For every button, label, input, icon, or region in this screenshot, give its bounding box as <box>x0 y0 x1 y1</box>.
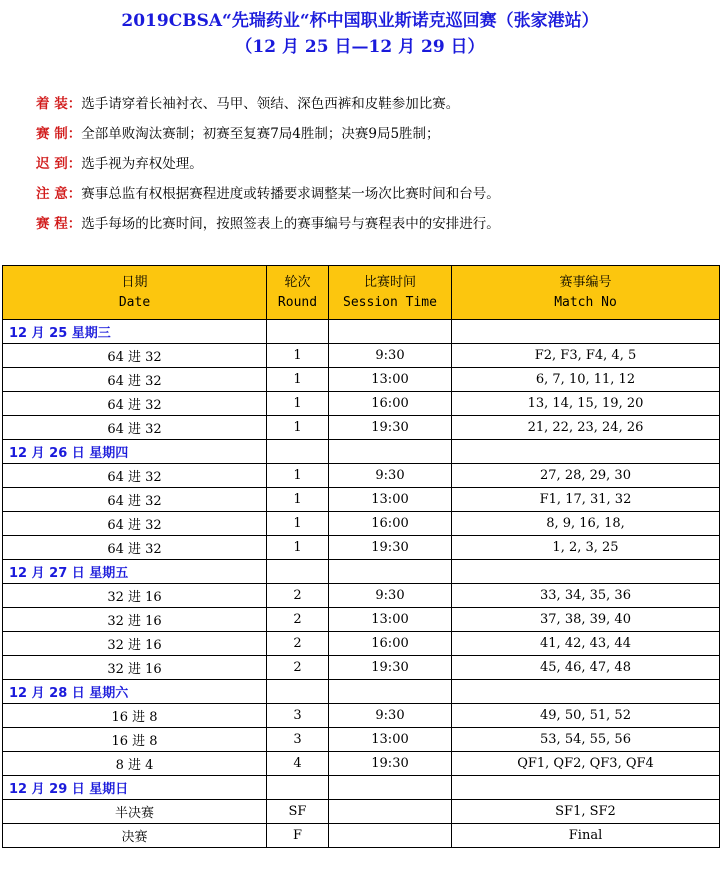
stage-cell: 64 进 32 <box>3 512 267 536</box>
matches-cell: 21, 22, 23, 24, 26 <box>452 416 720 440</box>
round-cell: 2 <box>267 656 329 680</box>
round-cell: 4 <box>267 752 329 776</box>
round-cell: 2 <box>267 584 329 608</box>
matches-cell: 49, 50, 51, 52 <box>452 704 720 728</box>
matches-cell: 53, 54, 55, 56 <box>452 728 720 752</box>
table-row <box>3 584 720 608</box>
empty-cell <box>452 776 720 800</box>
empty-cell <box>452 320 720 344</box>
time-cell: 16:00 <box>329 512 452 536</box>
matches-cell: F1, 17, 31, 32 <box>452 488 720 512</box>
rule-text: 全部单败淘汰赛制；初赛至复赛7局4胜制；决赛9局5胜制； <box>81 126 440 142</box>
empty-cell <box>452 440 720 464</box>
round-cell: 2 <box>267 608 329 632</box>
date-cell: 12 月 27 日 星期五 <box>3 560 267 584</box>
rule-item <box>36 124 706 154</box>
round-cell: 3 <box>267 728 329 752</box>
stage-cell: 半决赛 <box>3 800 267 824</box>
rule-label: 赛 制： <box>36 126 82 142</box>
empty-cell <box>329 560 452 584</box>
round-cell: 1 <box>267 344 329 368</box>
table-row <box>3 512 720 536</box>
stage-cell: 32 进 16 <box>3 632 267 656</box>
stage-cell: 64 进 32 <box>3 464 267 488</box>
empty-cell <box>329 440 452 464</box>
stage-cell: 64 进 32 <box>3 368 267 392</box>
matches-cell: QF1, QF2, QF3, QF4 <box>452 752 720 776</box>
date-row <box>3 320 720 344</box>
round-cell: 1 <box>267 368 329 392</box>
rules-section <box>36 94 706 244</box>
table-row <box>3 704 720 728</box>
date-cell: 12 月 28 日 星期六 <box>3 680 267 704</box>
time-cell: 16:00 <box>329 632 452 656</box>
time-cell: 19:30 <box>329 752 452 776</box>
table-row <box>3 464 720 488</box>
rule-label: 赛 程： <box>36 216 82 232</box>
date-cell: 12 月 26 日 星期四 <box>3 440 267 464</box>
matches-cell: 37, 38, 39, 40 <box>452 608 720 632</box>
rule-label: 着 装： <box>36 96 82 112</box>
empty-cell <box>452 560 720 584</box>
stage-cell: 16 进 8 <box>3 704 267 728</box>
stage-cell: 64 进 32 <box>3 392 267 416</box>
time-cell: 9:30 <box>329 464 452 488</box>
time-cell: 9:30 <box>329 344 452 368</box>
rule-text: 赛事总监有权根据赛程进度或转播要求调整某一场次比赛时间和台号。 <box>81 186 500 202</box>
rule-item <box>36 94 706 124</box>
round-cell: 1 <box>267 512 329 536</box>
time-cell: 13:00 <box>329 608 452 632</box>
table-row <box>3 824 720 848</box>
matches-cell: 13, 14, 15, 19, 20 <box>452 392 720 416</box>
time-cell: 13:00 <box>329 728 452 752</box>
date-row <box>3 560 720 584</box>
empty-cell <box>267 320 329 344</box>
header-session-time: 比赛时间 Session Time <box>329 266 452 320</box>
rule-text: 选手视为弃权处理。 <box>81 156 203 172</box>
rule-text: 选手每场的比赛时间，按照签表上的赛事编号与赛程表中的安排进行。 <box>81 216 500 232</box>
schedule-body <box>3 320 720 848</box>
stage-cell: 64 进 32 <box>3 536 267 560</box>
page-subtitle-dates: （12 月 25 日—12 月 29 日） <box>235 37 485 57</box>
matches-cell: 45, 46, 47, 48 <box>452 656 720 680</box>
date-row <box>3 680 720 704</box>
table-row <box>3 656 720 680</box>
time-cell: 13:00 <box>329 368 452 392</box>
header-date: 日期 Date <box>3 266 267 320</box>
table-row <box>3 488 720 512</box>
stage-cell: 64 进 32 <box>3 488 267 512</box>
rule-label: 注 意： <box>36 186 82 202</box>
matches-cell: 8, 9, 16, 18, <box>452 512 720 536</box>
stage-cell: 64 进 32 <box>3 344 267 368</box>
table-row <box>3 536 720 560</box>
stage-cell: 32 进 16 <box>3 656 267 680</box>
page-title: 2019CBSA“先瑞药业“杯中国职业斯诺克巡回赛（张家港站） <box>121 11 599 31</box>
date-cell: 12 月 25 星期三 <box>3 320 267 344</box>
matches-cell: 33, 34, 35, 36 <box>452 584 720 608</box>
table-row <box>3 728 720 752</box>
date-cell: 12 月 29 日 星期日 <box>3 776 267 800</box>
table-row <box>3 344 720 368</box>
rule-label: 迟 到： <box>36 156 82 172</box>
empty-cell <box>329 320 452 344</box>
time-cell: 16:00 <box>329 392 452 416</box>
date-row <box>3 440 720 464</box>
table-row <box>3 416 720 440</box>
round-cell: 1 <box>267 392 329 416</box>
stage-cell: 32 进 16 <box>3 608 267 632</box>
time-cell <box>329 824 452 848</box>
round-cell: 1 <box>267 488 329 512</box>
header-match-no: 赛事编号 Match No <box>452 266 720 320</box>
empty-cell <box>329 680 452 704</box>
empty-cell <box>267 440 329 464</box>
round-cell: 1 <box>267 464 329 488</box>
time-cell: 19:30 <box>329 656 452 680</box>
stage-cell: 64 进 32 <box>3 416 267 440</box>
round-cell: 1 <box>267 536 329 560</box>
time-cell: 19:30 <box>329 536 452 560</box>
matches-cell: 41, 42, 43, 44 <box>452 632 720 656</box>
time-cell: 9:30 <box>329 704 452 728</box>
matches-cell: Final <box>452 824 720 848</box>
table-row <box>3 632 720 656</box>
rule-item <box>36 154 706 184</box>
matches-cell: 27, 28, 29, 30 <box>452 464 720 488</box>
stage-cell: 16 进 8 <box>3 728 267 752</box>
stage-cell: 决赛 <box>3 824 267 848</box>
schedule-table <box>2 265 720 848</box>
rule-item <box>36 184 706 214</box>
table-row <box>3 800 720 824</box>
round-cell: F <box>267 824 329 848</box>
empty-cell <box>452 680 720 704</box>
stage-cell: 8 进 4 <box>3 752 267 776</box>
time-cell: 13:00 <box>329 488 452 512</box>
round-cell: 1 <box>267 416 329 440</box>
round-cell: 2 <box>267 632 329 656</box>
round-cell: 3 <box>267 704 329 728</box>
matches-cell: SF1, SF2 <box>452 800 720 824</box>
matches-cell: 6, 7, 10, 11, 12 <box>452 368 720 392</box>
matches-cell: 1, 2, 3, 25 <box>452 536 720 560</box>
header-round: 轮次 Round <box>267 266 329 320</box>
date-row <box>3 776 720 800</box>
matches-cell: F2, F3, F4, 4, 5 <box>452 344 720 368</box>
empty-cell <box>267 560 329 584</box>
table-row <box>3 368 720 392</box>
time-cell: 19:30 <box>329 416 452 440</box>
empty-cell <box>329 776 452 800</box>
empty-cell <box>267 680 329 704</box>
round-cell: SF <box>267 800 329 824</box>
table-row <box>3 392 720 416</box>
table-header-row <box>3 266 720 320</box>
rule-text: 选手请穿着长袖衬衣、马甲、领结、深色西裤和皮鞋参加比赛。 <box>81 96 460 112</box>
table-row <box>3 608 720 632</box>
empty-cell <box>267 776 329 800</box>
stage-cell: 32 进 16 <box>3 584 267 608</box>
table-row <box>3 752 720 776</box>
time-cell <box>329 800 452 824</box>
rule-item <box>36 214 706 244</box>
time-cell: 9:30 <box>329 584 452 608</box>
